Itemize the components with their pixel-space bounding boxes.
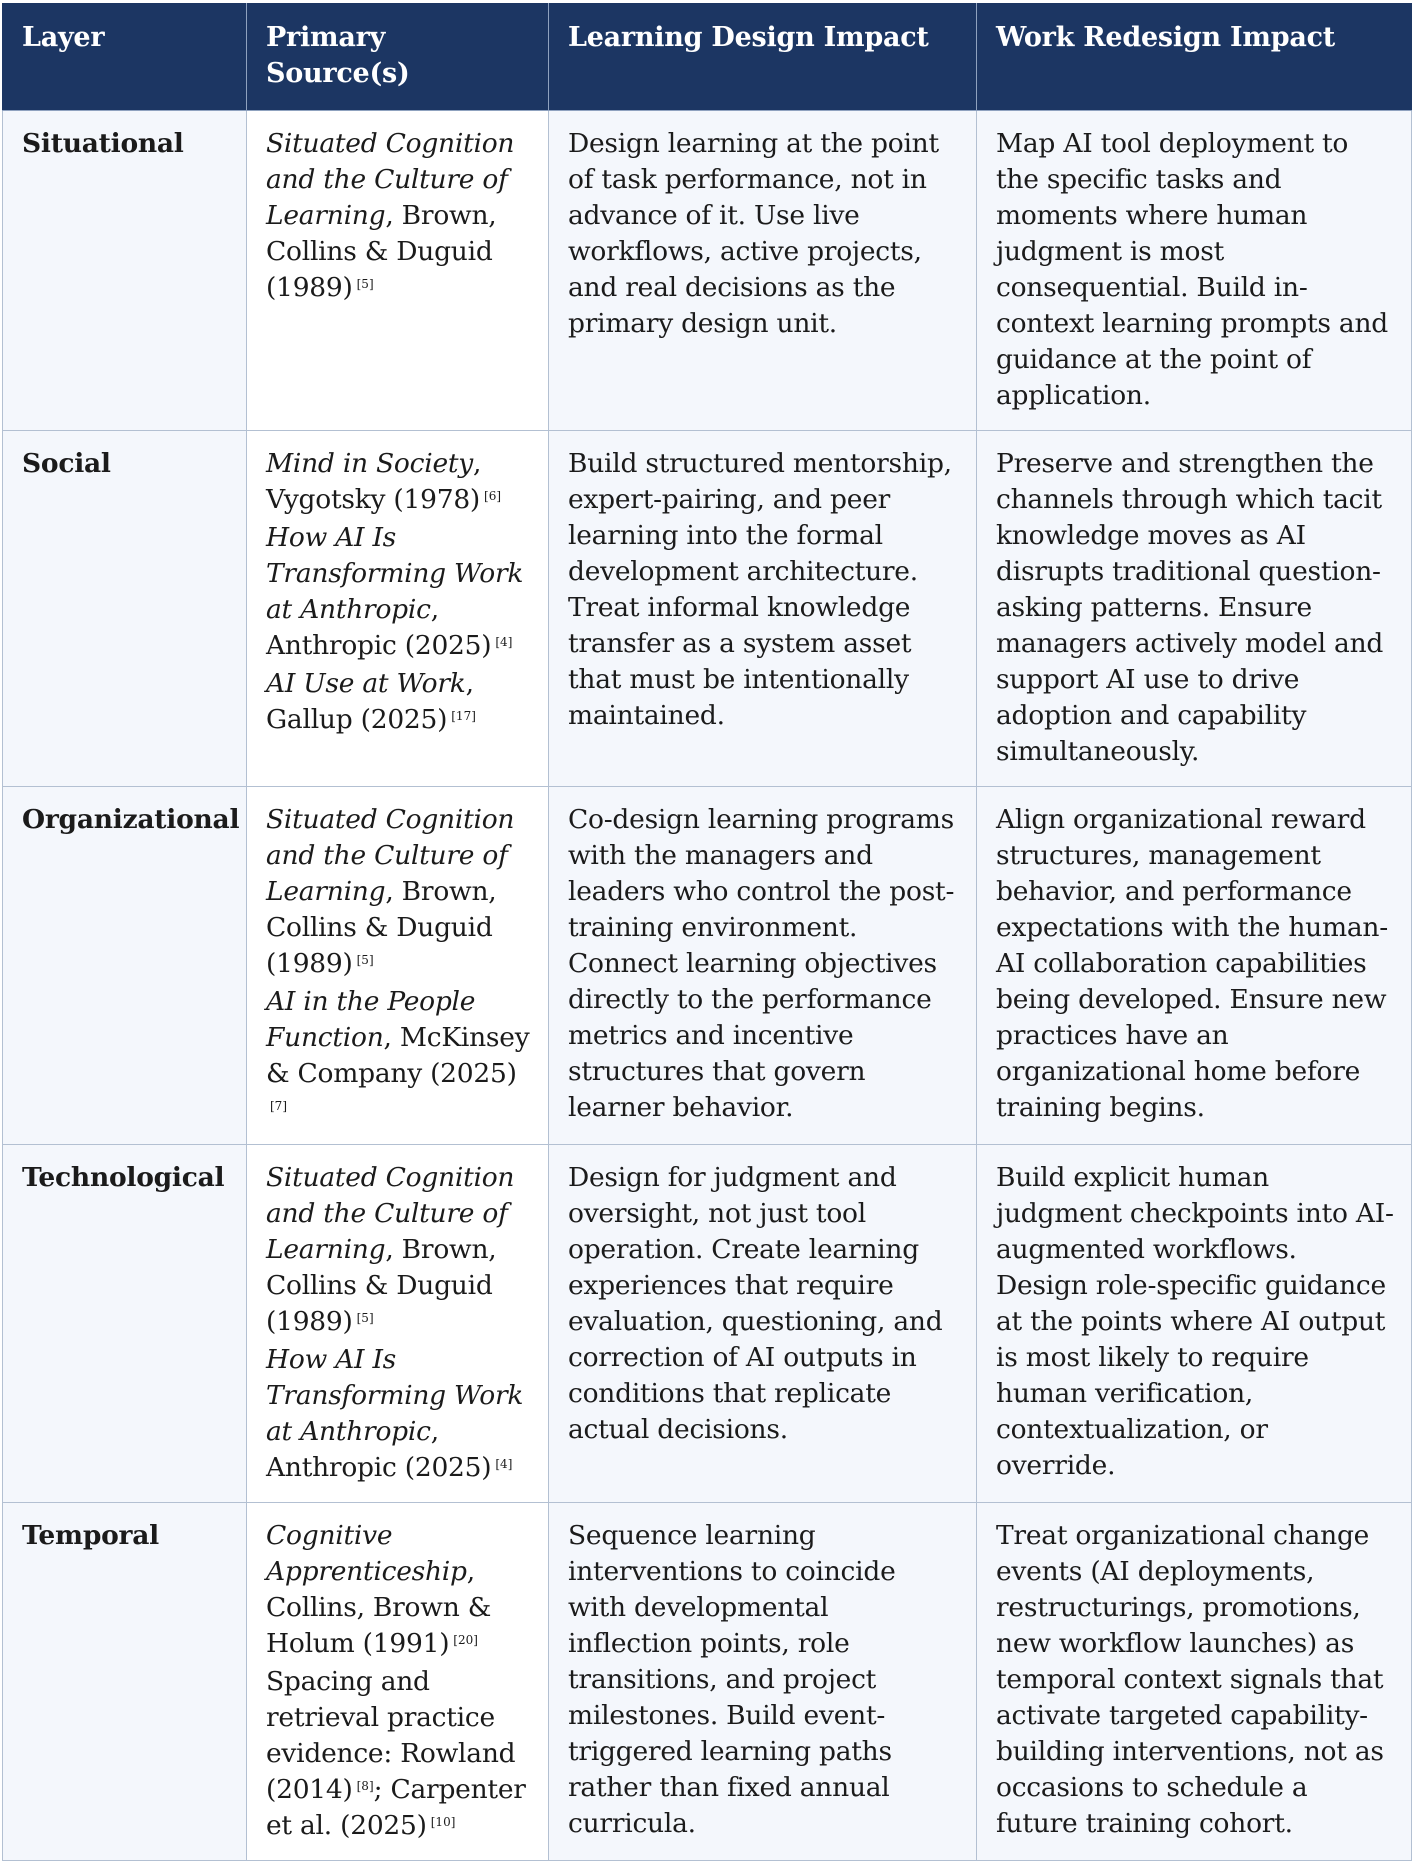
table-header bbox=[3, 4, 1412, 111]
citation bbox=[266, 446, 531, 518]
citation bbox=[266, 802, 531, 982]
citation-title: Situated Cognition and the Culture of Learning bbox=[266, 804, 515, 907]
learning-impact-cell: Design for judgment and oversight, not just tool operation. Create learning experiences that require evaluation, questioning, and correction of AI outputs in conditions that replicate actual decisions. bbox=[549, 1145, 977, 1503]
citation-title: Mind in Society bbox=[266, 448, 474, 479]
citation bbox=[266, 1342, 531, 1486]
citation-title: AI in the People Function bbox=[266, 986, 476, 1053]
table-row bbox=[3, 1145, 1412, 1503]
reference-marker: [10] bbox=[430, 1815, 456, 1829]
layer-cell: Organizational bbox=[3, 787, 247, 1145]
layer-cell: Temporal bbox=[3, 1503, 247, 1861]
sources-cell bbox=[247, 431, 549, 787]
learning-impact-cell: Co-design learning programs with the managers and leaders who control the post-training environment. Connect learning objectives directly to the performance metrics and incentive structures that govern learner behavior. bbox=[549, 787, 977, 1145]
citation-authors: , Collins, Brown & Holum (1991) bbox=[266, 1556, 492, 1659]
work-impact-cell: Treat organizational change events (AI deployments, restructurings, promotions, new workflow launches) as temporal context signals that activate targeted capability-building interventions, not as occasions to schedule a future training cohort. bbox=[977, 1503, 1412, 1861]
citation bbox=[266, 520, 531, 664]
work-impact-cell: Align organizational reward structures, management behavior, and performance expectations with the human-AI collaboration capabilities being developed. Ensure new practices have an organizational home before training begins. bbox=[977, 787, 1412, 1145]
reference-marker: [5] bbox=[356, 277, 374, 291]
reference-marker: [4] bbox=[495, 635, 513, 649]
header-layer: Layer bbox=[3, 4, 247, 111]
framework-table bbox=[2, 3, 1412, 1861]
header-work-impact: Work Redesign Impact bbox=[977, 4, 1412, 111]
citation-authors: , Brown, Collins & Duguid (1989) bbox=[266, 1234, 497, 1337]
citation-authors: Spacing and retrieval practice evidence: Rowland (2014) bbox=[266, 1666, 516, 1805]
citation bbox=[266, 1518, 531, 1662]
citation-authors: , McKinsey & Company (2025) bbox=[266, 1022, 530, 1089]
reference-marker: [20] bbox=[453, 1633, 478, 1647]
learning-impact-cell: Build structured mentorship, expert-pairing, and peer learning into the formal development architecture. Treat informal knowledge transfer as a system asset that must be intentionally maintained. bbox=[549, 431, 977, 787]
citation-title: How AI Is Transforming Work at Anthropic bbox=[266, 1344, 524, 1447]
header-row bbox=[3, 4, 1412, 111]
citation bbox=[266, 666, 531, 738]
reference-marker: [6] bbox=[484, 489, 502, 503]
sources-cell bbox=[247, 787, 549, 1145]
citation-authors: , Brown, Collins & Duguid (1989) bbox=[266, 876, 497, 979]
reference-marker: [4] bbox=[495, 1457, 513, 1471]
table-row bbox=[3, 787, 1412, 1145]
reference-marker: [7] bbox=[270, 1099, 287, 1113]
citation-title: How AI Is Transforming Work at Anthropic bbox=[266, 522, 524, 625]
layer-cell: Situational bbox=[3, 111, 247, 431]
citation-authors: , Anthropic (2025) bbox=[266, 1416, 492, 1483]
citation-title: Cognitive Apprenticeship bbox=[266, 1520, 467, 1587]
citation-authors: , Gallup (2025) bbox=[266, 668, 474, 735]
table-body bbox=[3, 111, 1412, 1861]
layer-cell: Social bbox=[3, 431, 247, 787]
sources-cell bbox=[247, 1145, 549, 1503]
work-impact-cell: Preserve and strengthen the channels through which tacit knowledge moves as AI disrupts traditional question-asking patterns. Ensure managers actively model and support AI use to drive adoption and capability simultaneously. bbox=[977, 431, 1412, 787]
learning-impact-cell: Sequence learning interventions to coincide with developmental inflection points, role transitions, and project milestones. Build event-triggered learning paths rather than fixed annual curricula. bbox=[549, 1503, 977, 1861]
header-learning-impact: Learning Design Impact bbox=[549, 4, 977, 111]
header-sources: Primary Source(s) bbox=[247, 4, 549, 111]
table-row bbox=[3, 111, 1412, 431]
citation-authors: , Anthropic (2025) bbox=[266, 594, 492, 661]
sources-cell bbox=[247, 111, 549, 431]
citation-authors: , Vygotsky (1978) bbox=[266, 448, 482, 515]
work-impact-cell: Map AI tool deployment to the specific tasks and moments where human judgment is most consequential. Build in-context learning prompts and guidance at the point of application. bbox=[977, 111, 1412, 431]
citation-title: AI Use at Work bbox=[266, 668, 466, 699]
citation bbox=[266, 984, 531, 1128]
reference-marker: [8] bbox=[356, 1779, 374, 1793]
reference-marker: [17] bbox=[451, 709, 476, 723]
reference-marker: [5] bbox=[356, 1311, 374, 1325]
learning-impact-cell: Design learning at the point of task performance, not in advance of it. Use live workflows, active projects, and real decisions as the primary design unit. bbox=[549, 111, 977, 431]
table-row bbox=[3, 431, 1412, 787]
citation-title: Situated Cognition and the Culture of Learning bbox=[266, 1162, 515, 1265]
citation bbox=[266, 1664, 531, 1844]
citation-title: Situated Cognition and the Culture of Learning bbox=[266, 128, 515, 231]
table-row bbox=[3, 1503, 1412, 1861]
citation-authors: , Brown, Collins & Duguid (1989) bbox=[266, 200, 497, 303]
layer-cell: Technological bbox=[3, 1145, 247, 1503]
sources-cell bbox=[247, 1503, 549, 1861]
citation-authors-continued: ; Carpenter et al. (2025) bbox=[266, 1774, 526, 1841]
citation bbox=[266, 1160, 531, 1340]
reference-marker: [5] bbox=[356, 953, 374, 967]
citation bbox=[266, 126, 531, 306]
work-impact-cell: Build explicit human judgment checkpoints into AI-augmented workflows. Design role-specific guidance at the points where AI output is most likely to require human verification, contextualization, or override. bbox=[977, 1145, 1412, 1503]
